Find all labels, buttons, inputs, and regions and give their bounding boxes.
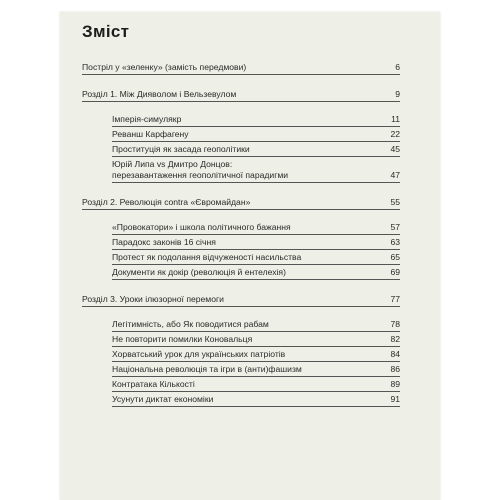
toc-item (112, 237, 400, 250)
book-page (60, 12, 440, 500)
toc-item (112, 159, 400, 183)
toc-section-1 (82, 89, 400, 102)
toc-section-label: Розділ 3. Уроки ілюзорної перемоги (82, 294, 224, 304)
toc-item-page: 65 (390, 252, 400, 262)
toc-item-label: Усунути диктат економіки (112, 394, 214, 404)
toc-section-3 (82, 294, 400, 307)
toc-item (112, 364, 400, 377)
toc-item-label (112, 159, 386, 181)
toc-item (112, 222, 400, 235)
table-of-contents (82, 62, 400, 409)
toc-item-page: 89 (390, 379, 400, 389)
toc-section-label: Розділ 1. Між Дияволом і Вельзевулом (82, 89, 237, 99)
toc-section-page: 9 (395, 89, 400, 99)
toc-item-page: 78 (390, 319, 400, 329)
toc-item-label: Легітимність, або Як поводитися рабам (112, 319, 269, 329)
toc-item-page: 22 (390, 129, 400, 139)
toc-section-page: 77 (390, 294, 400, 304)
toc-item (112, 144, 400, 157)
toc-item-label: Не повторити помилки Коновальця (112, 334, 253, 344)
toc-item-page: 91 (390, 394, 400, 404)
toc-item-label: «Провокатори» і школа політичного бажання (112, 222, 291, 232)
page-title: Зміст (82, 22, 130, 41)
toc-entry-label: Постріл у «зеленку» (замість передмови) (82, 62, 247, 72)
toc-item (112, 379, 400, 392)
toc-item-label: Парадокс законів 16 січня (112, 237, 216, 247)
toc-item (112, 334, 400, 347)
toc-section-label: Розділ 2. Революція contra «Євромайдан» (82, 197, 251, 207)
toc-entry-page: 6 (395, 62, 400, 72)
toc-item (112, 394, 400, 407)
toc-item-label: Протест як подолання відчуженості насильства (112, 252, 302, 262)
toc-item-page: 47 (390, 170, 400, 180)
toc-item-label: Імперія-симулякр (112, 114, 182, 124)
toc-item (112, 114, 400, 127)
toc-item-label-line2: перезавантаження геополітичної парадигми (112, 170, 289, 180)
toc-section-2 (82, 197, 400, 210)
toc-item (112, 349, 400, 362)
toc-item-label: Контратака Кількості (112, 379, 195, 389)
toc-item-page: 69 (390, 267, 400, 277)
toc-item-label: Реванш Карфагену (112, 129, 189, 139)
toc-item-label: Національна революція та ігри в (анти)фашизм (112, 364, 302, 374)
toc-item-page: 63 (390, 237, 400, 247)
toc-item (112, 129, 400, 142)
toc-item-page: 84 (390, 349, 400, 359)
toc-item-label: Проституція як засада геополітики (112, 144, 250, 154)
toc-item-page: 86 (390, 364, 400, 374)
toc-item (112, 252, 400, 265)
toc-item-label-line1: Юрій Липа vs Дмитро Донцов: (112, 159, 233, 169)
toc-item-page: 45 (390, 144, 400, 154)
toc-item-label: Хорватський урок для українських патріотів (112, 349, 286, 359)
toc-item-page: 57 (390, 222, 400, 232)
toc-item (112, 267, 400, 280)
toc-section-page: 55 (390, 197, 400, 207)
toc-item-label: Документи як докір (революція й ентелехія) (112, 267, 286, 277)
toc-item-page: 11 (391, 114, 400, 124)
toc-entry-preface (82, 62, 400, 75)
toc-item (112, 319, 400, 332)
toc-item-page: 82 (390, 334, 400, 344)
